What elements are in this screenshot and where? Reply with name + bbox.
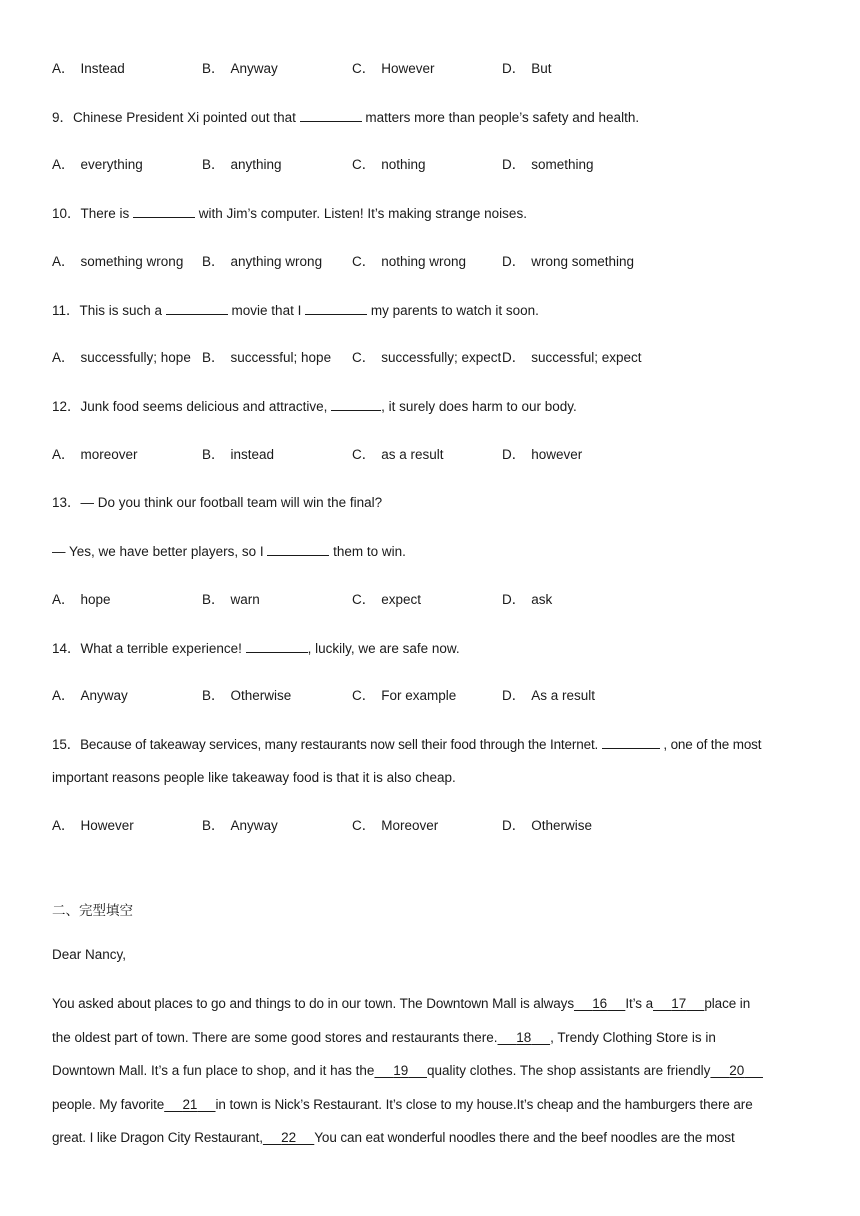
answer-blank bbox=[305, 300, 367, 315]
q13-option-c[interactable]: C． expect bbox=[352, 592, 422, 607]
q11-option-b[interactable]: B． successful; hope bbox=[202, 350, 332, 365]
q8-option-d[interactable]: D． But bbox=[502, 61, 552, 76]
q8-option-b[interactable]: B． Anyway bbox=[202, 61, 278, 76]
q9-option-d[interactable]: D． something bbox=[502, 157, 594, 172]
passage-line-3: Downtown Mall. It’s a fun place to shop, and it has the 19 quality clothes. The shop assistants are friendly 20 bbox=[52, 1061, 763, 1081]
q15-stem: 15．Because of takeaway services, many restaurants now sell their food through the Internet. , one of the most bbox=[52, 734, 761, 755]
q10-option-d[interactable]: D． wrong something bbox=[502, 254, 635, 269]
q14-stem: 14．What a terrible experience! , luckily, we are safe now. bbox=[52, 638, 460, 659]
q15-option-b[interactable]: B． Anyway bbox=[202, 818, 278, 833]
blank-19[interactable]: 19 bbox=[393, 1063, 409, 1078]
q10-stem: 10．There is with Jim’s computer. Listen! It’s making strange noises. bbox=[52, 203, 527, 224]
blank-16[interactable]: 16 bbox=[592, 996, 608, 1011]
blank-21[interactable]: 21 bbox=[182, 1097, 198, 1112]
q9-stem: 9．Chinese President Xi pointed out that matters more than people’s safety and health. bbox=[52, 107, 639, 128]
q12-option-d[interactable]: D． however bbox=[502, 447, 583, 462]
q13-option-a[interactable]: A． hope bbox=[52, 592, 111, 607]
q9-option-c[interactable]: C． nothing bbox=[352, 157, 426, 172]
q15-options bbox=[52, 816, 812, 836]
answer-blank bbox=[300, 107, 362, 122]
q11-stem: 11．This is such a movie that I my parents to watch it soon. bbox=[52, 300, 539, 321]
answer-blank bbox=[331, 396, 381, 411]
q14-option-d[interactable]: D． As a result bbox=[502, 688, 596, 703]
q8-option-a[interactable]: A． Instead bbox=[52, 61, 125, 76]
q10-option-a[interactable]: A． something wrong bbox=[52, 254, 184, 269]
q9-option-b[interactable]: B． anything bbox=[202, 157, 282, 172]
answer-blank bbox=[166, 300, 228, 315]
q15-option-a[interactable]: A． However bbox=[52, 818, 134, 833]
q9-option-a[interactable]: A． everything bbox=[52, 157, 143, 172]
answer-blank bbox=[246, 638, 308, 653]
q10-option-c[interactable]: C． nothing wrong bbox=[352, 254, 467, 269]
q11-options bbox=[52, 348, 812, 368]
q14-option-b[interactable]: B． Otherwise bbox=[202, 688, 292, 703]
q13-option-d[interactable]: D． ask bbox=[502, 592, 553, 607]
q10-option-b[interactable]: B． anything wrong bbox=[202, 254, 323, 269]
q13-reply: — Yes, we have better players, so I them to win. bbox=[52, 541, 406, 562]
q12-option-a[interactable]: A． moreover bbox=[52, 447, 138, 462]
q10-options bbox=[52, 252, 812, 272]
q12-options bbox=[52, 445, 812, 465]
q8-options bbox=[52, 59, 812, 79]
q12-stem: 12．Junk food seems delicious and attractive, , it surely does harm to our body. bbox=[52, 396, 577, 417]
blank-22[interactable]: 22 bbox=[281, 1130, 296, 1145]
answer-blank bbox=[267, 541, 329, 556]
q15-option-d[interactable]: D． Otherwise bbox=[502, 818, 593, 833]
letter-greeting: Dear Nancy, bbox=[52, 947, 127, 962]
answer-blank bbox=[133, 203, 195, 218]
q13-options bbox=[52, 590, 812, 610]
passage-line-4: people. My favorite 21 in town is Nick’s Restaurant. It’s close to my house.It’s cheap and the hamburgers there are bbox=[52, 1097, 753, 1112]
q11-option-a[interactable]: A． successfully; hope bbox=[52, 350, 191, 365]
section-title: 二、完型填空 bbox=[52, 903, 133, 918]
q12-option-b[interactable]: B． instead bbox=[202, 447, 275, 462]
q8-option-c[interactable]: C． However bbox=[352, 61, 435, 76]
q11-option-d[interactable]: D． successful; expect bbox=[502, 350, 642, 365]
blank-18[interactable]: 18 bbox=[516, 1030, 532, 1045]
q14-option-a[interactable]: A． Anyway bbox=[52, 688, 128, 703]
blank-17[interactable]: 17 bbox=[671, 996, 687, 1011]
answer-blank bbox=[602, 734, 660, 749]
blank-20[interactable]: 20 bbox=[729, 1063, 745, 1078]
q15-option-c[interactable]: C． Moreover bbox=[352, 818, 439, 833]
passage-line-1: You asked about places to go and things to do in our town. The Downtown Mall is always 16 It’s a 17 place in bbox=[52, 996, 751, 1011]
passage-line-5: great. I like Dragon City Restaurant, 22 You can eat wonderful noodles there and the beef noodles are the most bbox=[52, 1130, 735, 1145]
q14-option-c[interactable]: C． For example bbox=[352, 688, 457, 703]
q15-stem-line2: important reasons people like takeaway food is that it is also cheap. bbox=[52, 770, 456, 785]
q12-option-c[interactable]: C． as a result bbox=[352, 447, 444, 462]
q13-option-b[interactable]: B． warn bbox=[202, 592, 260, 607]
q14-options bbox=[52, 686, 812, 706]
q11-option-c[interactable]: C． successfully; expect bbox=[352, 350, 502, 365]
passage-line-2: the oldest part of town. There are some good stores and restaurants there. 18 , Trendy Clothing Store is in bbox=[52, 1030, 716, 1045]
q13-stem: 13．— Do you think our football team will win the final? bbox=[52, 495, 383, 510]
q9-options bbox=[52, 155, 812, 175]
